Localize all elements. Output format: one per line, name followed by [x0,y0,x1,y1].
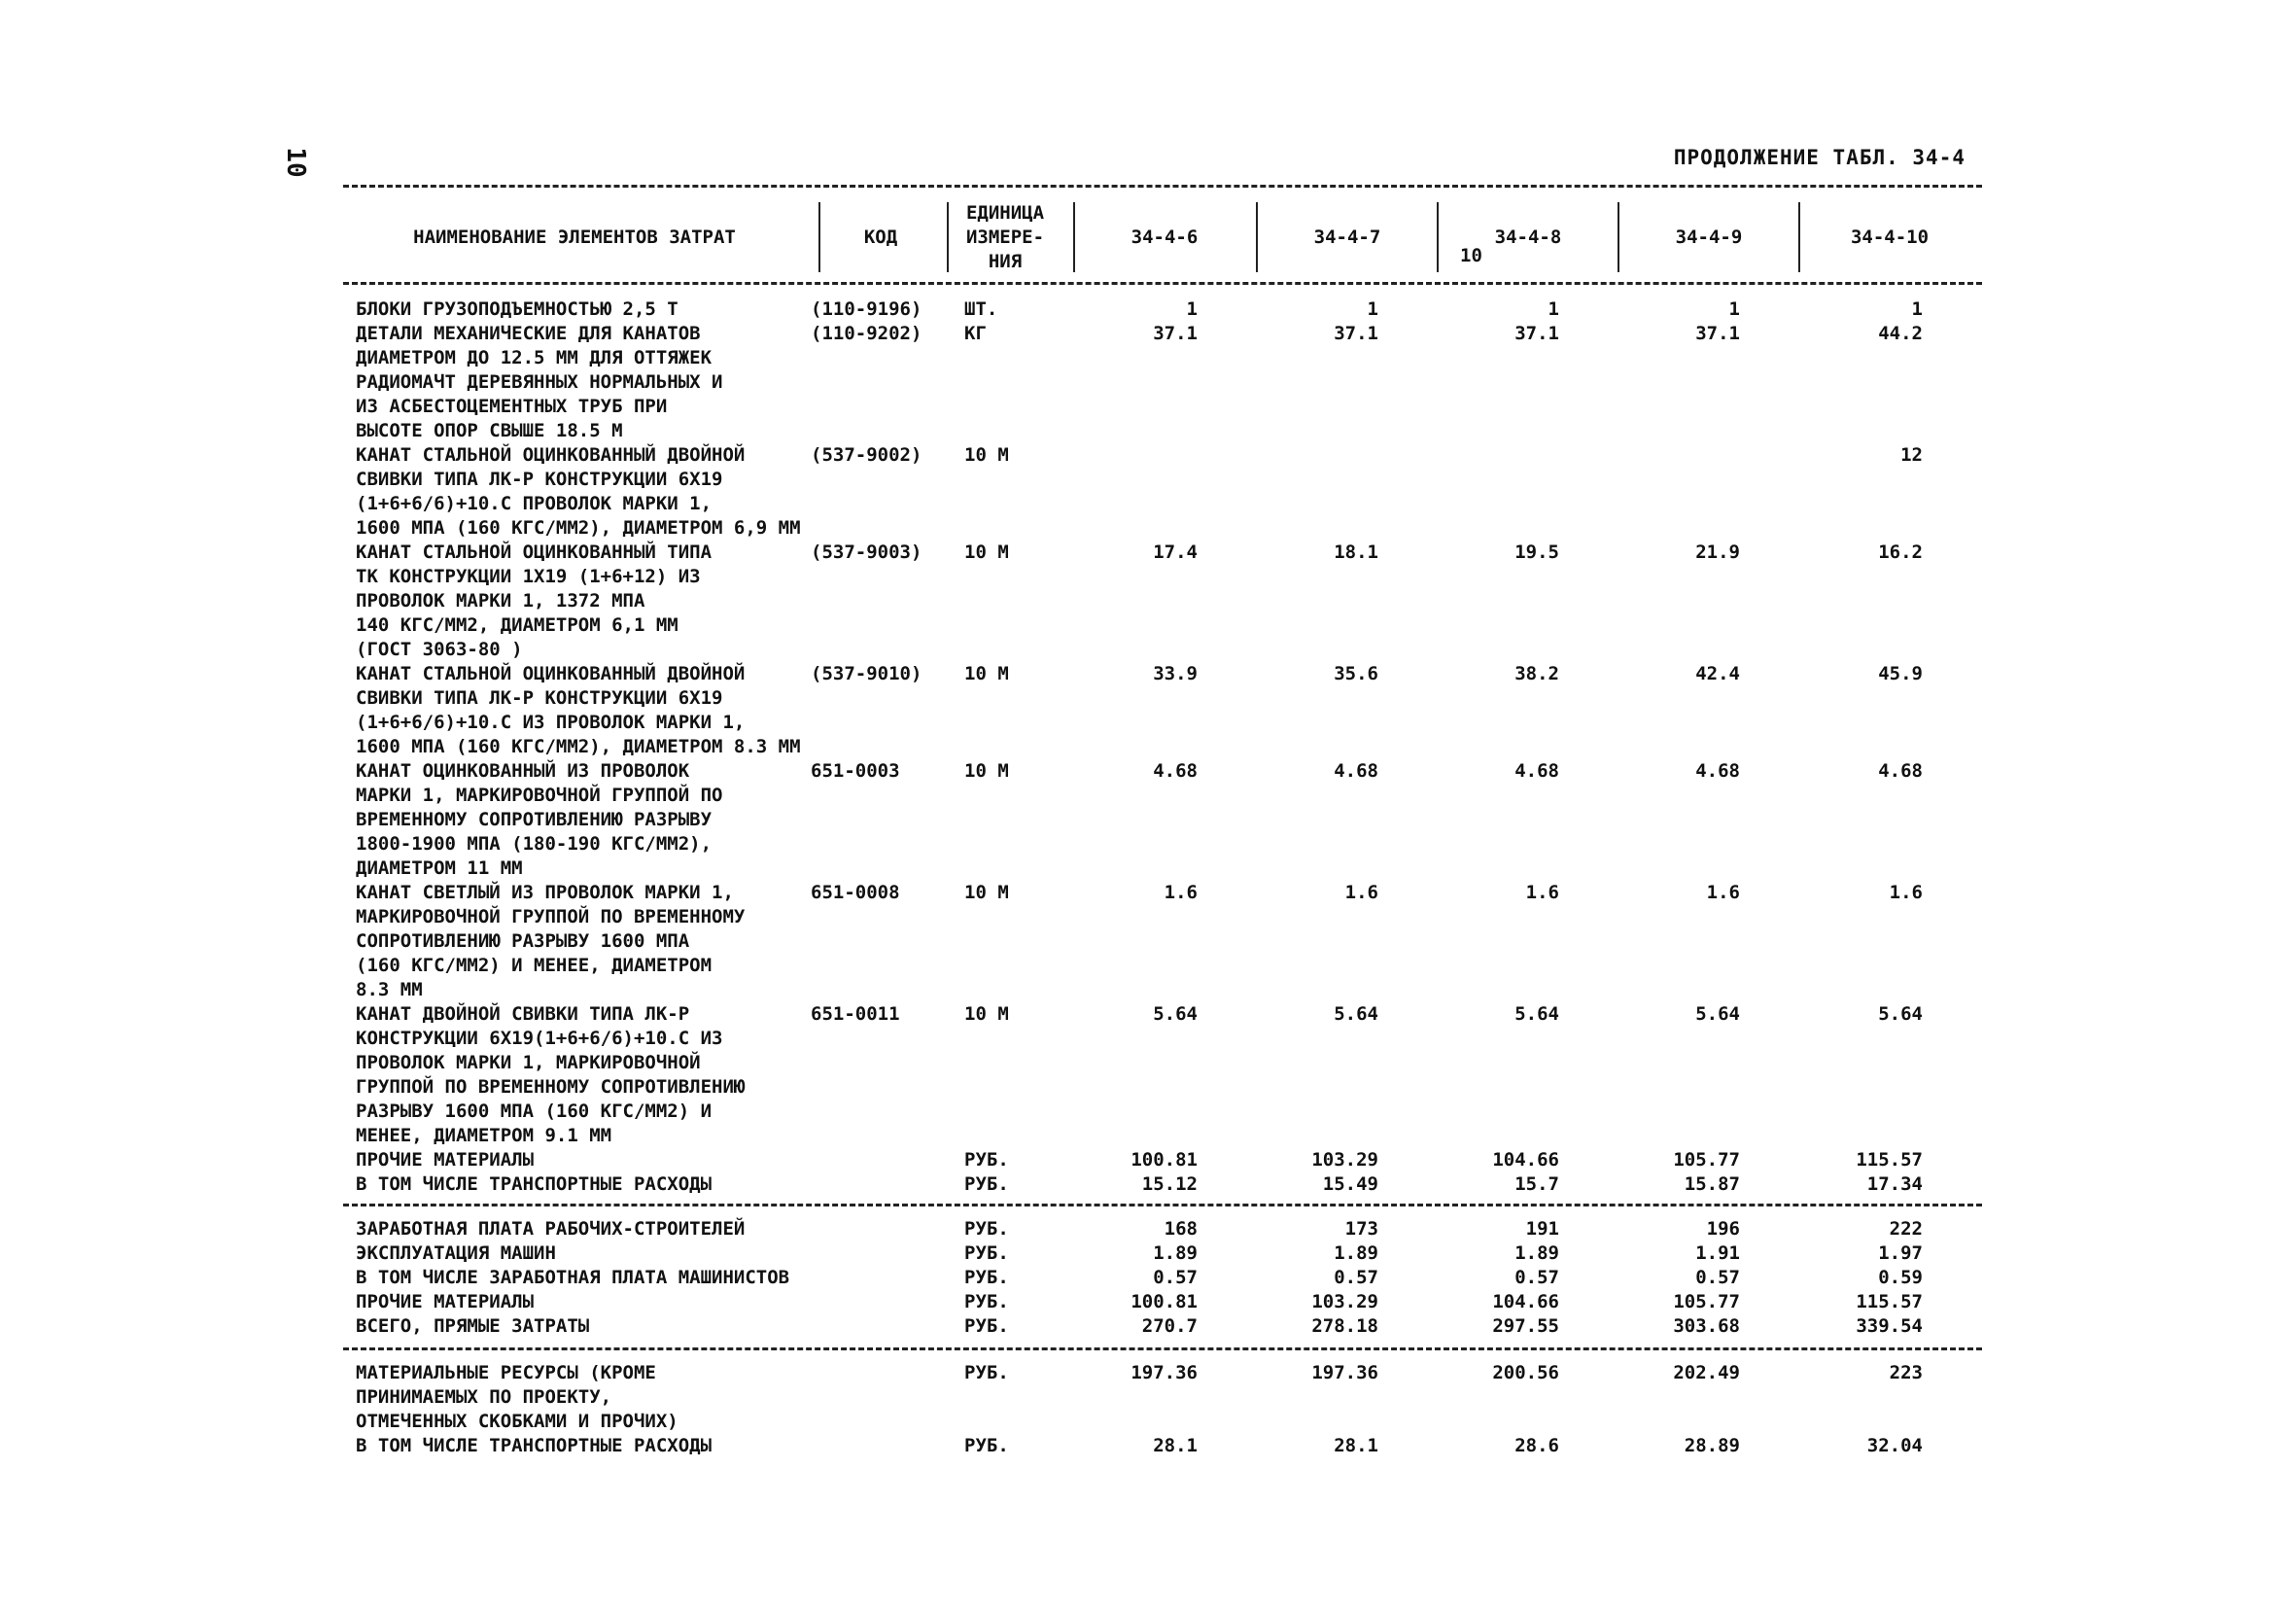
column-separator [1256,202,1258,272]
cost-item-value: 100.81 [1131,1291,1198,1312]
cost-item-value: 15.7 [1514,1173,1559,1195]
cost-item-value: 1.6 [1889,882,1923,903]
cost-item-value: 15.12 [1141,1173,1198,1195]
cost-item-name: В ТОМ ЧИСЛЕ ТРАНСПОРТНЫЕ РАСХОДЫ [356,1435,713,1456]
divider [343,1347,1982,1350]
cost-item-value: 37.1 [1153,323,1198,344]
cost-item-value: 1 [1548,298,1559,320]
table-row [0,1172,2296,1197]
cost-item-value: 115.57 [1856,1149,1923,1171]
cost-item-value: 5.64 [1514,1003,1559,1025]
table-row [0,662,2296,759]
cost-item-code: 651-0008 [811,882,900,903]
column-separator [1798,202,1800,272]
cost-item-unit: РУБ. [964,1267,1009,1288]
cost-item-value: 1 [1186,298,1198,320]
page-number: 10 [281,147,310,178]
table-row [0,1241,2296,1266]
header-col-3: 34-4-8 [1494,226,1562,248]
cost-item-value: 28.89 [1684,1435,1740,1456]
cost-item-value: 303.68 [1673,1315,1740,1337]
cost-item-value: 222 [1889,1218,1923,1240]
cost-item-value: 37.1 [1514,323,1559,344]
cost-item-value: 223 [1889,1362,1923,1383]
cost-item-unit: РУБ. [964,1291,1009,1312]
cost-item-unit: 10 М [964,444,1009,466]
cost-item-code: (537-9003) [811,542,922,563]
cost-item-unit: РУБ. [964,1435,1009,1456]
cost-item-value: 1 [1911,298,1923,320]
cost-item-value: 28.1 [1153,1435,1198,1456]
table-row [0,1266,2296,1290]
cost-item-value: 297.55 [1492,1315,1559,1337]
cost-item-name: ПРОЧИЕ МАТЕРИАЛЫ [356,1149,535,1171]
cost-item-value: 12 [1900,444,1923,466]
cost-item-value: 104.66 [1492,1149,1559,1171]
cost-item-value: 1.6 [1164,882,1198,903]
table-row [0,1290,2296,1314]
column-separator [947,202,949,272]
table-row [0,1148,2296,1172]
cost-item-value: 4.68 [1695,760,1740,782]
cost-item-value: 202.49 [1673,1362,1740,1383]
cost-item-value: 105.77 [1673,1149,1740,1171]
cost-item-value: 103.29 [1311,1291,1378,1312]
cost-item-name: В ТОМ ЧИСЛЕ ТРАНСПОРТНЫЕ РАСХОДЫ [356,1173,713,1195]
cost-item-value: 5.64 [1334,1003,1378,1025]
table-row [0,1002,2296,1148]
cost-item-value: 18.1 [1334,542,1378,563]
table-row [0,1361,2296,1434]
cost-item-value: 37.1 [1334,323,1378,344]
cost-item-value: 4.68 [1878,760,1923,782]
cost-item-value: 5.64 [1878,1003,1923,1025]
cost-item-code: (537-9010) [811,663,922,684]
cost-item-value: 0.57 [1695,1267,1740,1288]
cost-item-value: 1.97 [1878,1242,1923,1264]
cost-item-value: 196 [1706,1218,1740,1240]
cost-item-value: 1.91 [1695,1242,1740,1264]
cost-item-value: 35.6 [1334,663,1378,684]
cost-item-value: 4.68 [1334,760,1378,782]
cost-item-value: 28.1 [1334,1435,1378,1456]
cost-item-value: 45.9 [1878,663,1923,684]
cost-item-value: 1.89 [1153,1242,1198,1264]
cost-item-value: 4.68 [1514,760,1559,782]
cost-item-code: (110-9196) [811,298,922,320]
cost-item-value: 173 [1344,1218,1378,1240]
cost-item-value: 200.56 [1492,1362,1559,1383]
header-col-4: 34-4-9 [1675,226,1743,248]
table-row [0,297,2296,322]
cost-item-value: 1 [1367,298,1378,320]
cost-item-name: БЛОКИ ГРУЗОПОДЪЕМНОСТЬЮ 2,5 Т [356,298,678,320]
table-row [0,1314,2296,1339]
table-row [0,1434,2296,1458]
cost-item-value: 197.36 [1311,1362,1378,1383]
cost-item-code: (110-9202) [811,323,922,344]
cost-item-value: 33.9 [1153,663,1198,684]
column-separator [1618,202,1619,272]
cost-item-value: 44.2 [1878,323,1923,344]
cost-item-value: 28.6 [1514,1435,1559,1456]
cost-item-value: 0.57 [1334,1267,1378,1288]
cost-item-value: 1.89 [1514,1242,1559,1264]
cost-item-value: 191 [1525,1218,1559,1240]
cost-item-name: КАНАТ ДВОЙНОЙ СВИВКИ ТИПА ЛК-Р КОНСТРУКЦИИ 6Х19(1+6+6/6)+10.С ИЗ ПРОВОЛОК МАРКИ 1, МАРКИРОВОЧНОЙ ГРУППОЙ ПО ВРЕМЕННОМУ СОПРОТИВЛЕНИЮ РАЗРЫВУ 1600 МПА (160 КГС/ММ2) И МЕНЕЕ, ДИАМЕТРОМ 9.1 ММ [356,1003,746,1146]
cost-item-value: 1.6 [1706,882,1740,903]
cost-item-value: 1.6 [1344,882,1378,903]
cost-item-code: (537-9002) [811,444,922,466]
table-row [0,541,2296,662]
divider [343,185,1982,188]
table-row [0,322,2296,443]
cost-item-unit: 10 М [964,1003,1009,1025]
cost-item-value: 0.57 [1153,1267,1198,1288]
column-separator [1437,202,1439,272]
cost-item-name: КАНАТ СТАЛЬНОЙ ОЦИНКОВАННЫЙ ТИПА ТК КОНСТРУКЦИИ 1Х19 (1+6+12) ИЗ ПРОВОЛОК МАРКИ 1, 1372 МПА 140 КГС/ММ2, ДИАМЕТРОМ 6,1 ММ (ГОСТ 3063-80 ) [356,542,713,660]
cost-item-value: 1.6 [1525,882,1559,903]
cost-item-value: 104.66 [1492,1291,1559,1312]
cost-item-value: 17.4 [1153,542,1198,563]
cost-item-unit: РУБ. [964,1149,1009,1171]
cost-item-value: 115.57 [1856,1291,1923,1312]
cost-item-unit: 10 М [964,663,1009,684]
table-row [0,1217,2296,1241]
cost-item-value: 21.9 [1695,542,1740,563]
cost-item-value: 16.2 [1878,542,1923,563]
cost-item-unit: 10 М [964,542,1009,563]
cost-item-name: ДЕТАЛИ МЕХАНИЧЕСКИЕ ДЛЯ КАНАТОВ ДИАМЕТРОМ ДО 12.5 ММ ДЛЯ ОТТЯЖЕК РАДИОМАЧТ ДЕРЕВЯННЫХ НОРМАЛЬНЫХ И ИЗ АСБЕСТОЦЕМЕНТНЫХ ТРУБ ПРИ ВЫСОТЕ ОПОР СВЫШЕ 18.5 М [356,323,723,441]
column-separator [1073,202,1075,272]
cost-item-value: 339.54 [1856,1315,1923,1337]
cost-item-value: 37.1 [1695,323,1740,344]
cost-item-name: КАНАТ СТАЛЬНОЙ ОЦИНКОВАННЫЙ ДВОЙНОЙ СВИВКИ ТИПА ЛК-Р КОНСТРУКЦИИ 6Х19 (1+6+6/6)+10.С ПРОВОЛОК МАРКИ 1, 1600 МПА (160 КГС/ММ2), ДИАМЕТРОМ 6,9 ММ [356,444,801,539]
header-unit: ЕДИНИЦА ИЗМЕРЕ- НИЯ [965,201,1045,272]
cost-item-value: 0.57 [1514,1267,1559,1288]
cost-item-value: 19.5 [1514,542,1559,563]
cost-item-unit: РУБ. [964,1218,1009,1240]
cost-item-value: 100.81 [1131,1149,1198,1171]
divider [343,282,1982,285]
cost-item-value: 103.29 [1311,1149,1378,1171]
cost-item-name: КАНАТ ОЦИНКОВАННЫЙ ИЗ ПРОВОЛОК МАРКИ 1, МАРКИРОВОЧНОЙ ГРУППОЙ ПО ВРЕМЕННОМУ СОПРОТИВЛЕНИЮ РАЗРЫВУ 1800-1900 МПА (180-190 КГС/ММ2), ДИАМЕТРОМ 11 ММ [356,760,723,879]
cost-item-unit: 10 М [964,882,1009,903]
cost-item-code: 651-0011 [811,1003,900,1025]
cost-item-name: ВСЕГО, ПРЯМЫЕ ЗАТРАТЫ [356,1315,590,1337]
cost-item-unit: РУБ. [964,1362,1009,1383]
cost-item-name: В ТОМ ЧИСЛЕ ЗАРАБОТНАЯ ПЛАТА МАШИНИСТОВ [356,1267,790,1288]
header-col-2: 34-4-7 [1313,226,1381,248]
header-code: КОД [863,226,898,248]
table-row [0,443,2296,541]
cost-item-unit: РУБ. [964,1315,1009,1337]
cost-item-value: 4.68 [1153,760,1198,782]
cost-item-name: ЭКСПЛУАТАЦИЯ МАШИН [356,1242,556,1264]
cost-item-name: МАТЕРИАЛЬНЫЕ РЕСУРСЫ (КРОМЕ ПРИНИМАЕМЫХ ПО ПРОЕКТУ, ОТМЕЧЕННЫХ СКОБКАМИ И ПРОЧИХ) [356,1362,678,1432]
cost-item-name: ЗАРАБОТНАЯ ПЛАТА РАБОЧИХ-СТРОИТЕЛЕЙ [356,1218,746,1240]
table-row [0,881,2296,1002]
column-separator [818,202,820,272]
cost-item-value: 17.34 [1866,1173,1923,1195]
cost-item-value: 197.36 [1131,1362,1198,1383]
cost-item-unit: РУБ. [964,1173,1009,1195]
cost-item-value: 1 [1728,298,1740,320]
header-col-3-sub: 10 [1460,245,1482,266]
cost-item-name: КАНАТ СТАЛЬНОЙ ОЦИНКОВАННЫЙ ДВОЙНОЙ СВИВКИ ТИПА ЛК-Р КОНСТРУКЦИИ 6Х19 (1+6+6/6)+10.С ИЗ ПРОВОЛОК МАРКИ 1, 1600 МПА (160 КГС/ММ2), ДИАМЕТРОМ 8.3 ММ [356,663,801,757]
cost-item-code: 651-0003 [811,760,900,782]
header-col-5: 34-4-10 [1850,226,1930,248]
cost-item-value: 42.4 [1695,663,1740,684]
cost-item-name: ПРОЧИЕ МАТЕРИАЛЫ [356,1291,535,1312]
table-header [0,198,2296,276]
cost-item-name: КАНАТ СВЕТЛЫЙ ИЗ ПРОВОЛОК МАРКИ 1, МАРКИРОВОЧНОЙ ГРУППОЙ ПО ВРЕМЕННОМУ СОПРОТИВЛЕНИЮ РАЗРЫВУ 1600 МПА (160 КГС/ММ2) И МЕНЕЕ, ДИАМЕТРОМ 8.3 ММ [356,882,746,1000]
cost-item-unit: КГ [964,323,987,344]
cost-item-value: 15.49 [1322,1173,1378,1195]
header-name: НАИМЕНОВАНИЕ ЭЛЕМЕНТОВ ЗАТРАТ [413,226,736,248]
cost-item-value: 32.04 [1866,1435,1923,1456]
table-continuation-title: ПРОДОЛЖЕНИЕ ТАБЛ. 34-4 [1673,146,1966,169]
cost-item-unit: ШТ. [964,298,998,320]
divider [343,1204,1982,1206]
header-col-1: 34-4-6 [1131,226,1199,248]
cost-item-value: 15.87 [1684,1173,1740,1195]
cost-item-value: 0.59 [1878,1267,1923,1288]
cost-item-value: 105.77 [1673,1291,1740,1312]
table-row [0,759,2296,881]
cost-item-value: 168 [1164,1218,1198,1240]
cost-item-value: 5.64 [1695,1003,1740,1025]
cost-item-value: 278.18 [1311,1315,1378,1337]
cost-item-value: 38.2 [1514,663,1559,684]
cost-item-unit: РУБ. [964,1242,1009,1264]
cost-item-value: 270.7 [1141,1315,1198,1337]
cost-item-value: 5.64 [1153,1003,1198,1025]
cost-item-unit: 10 М [964,760,1009,782]
cost-item-value: 1.89 [1334,1242,1378,1264]
